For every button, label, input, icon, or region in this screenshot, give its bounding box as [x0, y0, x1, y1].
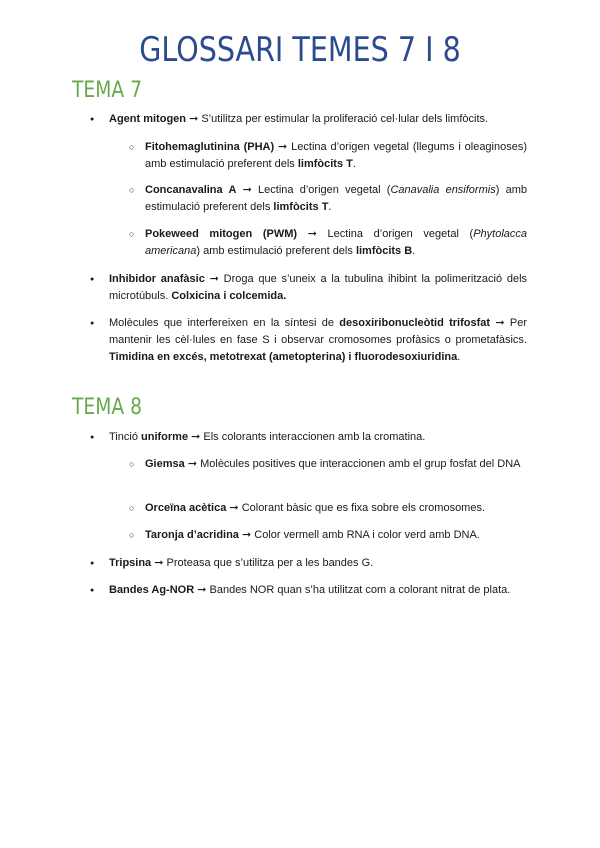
glossary-item-tincio-uniforme [109, 429, 527, 446]
term: Orceïna acètica [145, 502, 227, 514]
definition-bold: Timidina en excés, metotrexat (ametopterina) i fluorodesoxiuridina [109, 351, 458, 363]
term: desoxiribonucleòtid trifosfat [339, 317, 491, 329]
definition-bold: limfòcits B [355, 245, 413, 257]
arrow-icon: ➞ [209, 273, 219, 285]
glossary-subitem-orceina [145, 500, 527, 517]
term: Giemsa [145, 458, 185, 470]
definition: Color vermell amb RNA i color verd amb DNA. [254, 529, 480, 541]
arrow-icon: ➞ [278, 141, 288, 153]
document-title: GLOSSARI TEMES 7 I 8 [139, 30, 461, 70]
definition: Lectina d’origen vegetal ( [327, 228, 474, 240]
glossary-item-inhibidor-anafasic [109, 271, 527, 305]
term: Concanavalina A [145, 184, 237, 196]
definition: Droga que s’uneix a la tubulina ihibint la polimerització dels microtúbuls. [109, 273, 528, 302]
arrow-icon: ➞ [197, 584, 207, 596]
definition-bold: limfòcits T [273, 201, 329, 213]
definition-bold: Colxicina i colcemida. [171, 290, 287, 302]
section-heading-tema-8: TEMA 8 [72, 395, 143, 420]
definition: Proteasa que s’utilitza per a les bandes G. [166, 557, 374, 569]
arrow-icon: ➞ [187, 458, 198, 470]
definition-italic: Canavalia ensiformis [390, 184, 496, 196]
glossary-subitem-giemsa [145, 456, 527, 473]
arrow-icon: ➞ [307, 228, 317, 240]
arrow-icon: ➞ [154, 557, 164, 569]
term: Bandes Ag-NOR [109, 584, 195, 596]
term: Pokeweed mitogen (PWM) [145, 228, 298, 240]
definition-end: . [352, 158, 356, 170]
glossary-subitem-taronja-acridina [145, 527, 527, 544]
definition-bold: limfòcits T [297, 158, 353, 170]
arrow-icon: ➞ [242, 184, 252, 196]
definition-pre: Molècules que interfereixen en la síntesi de [109, 317, 334, 329]
definition-end: . [457, 351, 461, 363]
definition: Lectina d’origen vegetal (llegums i oleaginoses) amb estimulació preferent dels [145, 141, 528, 170]
definition-end: . [412, 245, 416, 257]
arrow-icon: ➞ [229, 502, 239, 514]
definition-cont: ) amb estimulació preferent dels [145, 184, 527, 213]
arrow-icon: ➞ [191, 431, 201, 443]
definition-italic: Phytolacca americana [145, 228, 527, 257]
glossary-subitem-pwm [145, 226, 527, 260]
glossary-item-agent-mitogen [109, 111, 527, 128]
section-heading-tema-7: TEMA 7 [72, 78, 143, 103]
glossary-item-tripsina [109, 555, 527, 572]
arrow-icon: ➞ [189, 113, 199, 125]
definition: Bandes NOR quan s’ha utilitzat com a colorant nitrat de plata. [209, 584, 511, 596]
definition-cont: ) amb estimulació preferent dels [196, 245, 353, 257]
definition-pre: Tinció [109, 431, 138, 443]
definition: Per mantenir les cèl·lules en fase S i observar cromosomes profàsics o prometafàsics. [109, 317, 527, 346]
term: Tripsina [109, 557, 152, 569]
term: Fitohemaglutinina (PHA) [145, 141, 275, 153]
glossary-subitem-pha [145, 139, 527, 173]
definition: Molècules positives que interaccionen amb el grup fosfat del DNA [200, 458, 521, 470]
term: uniforme [141, 431, 189, 443]
glossary-item-bandes-ag-nor [109, 582, 527, 599]
glossary-item-dntp [109, 315, 527, 366]
arrow-icon: ➞ [495, 317, 505, 329]
term: Inhibidor anafàsic [109, 273, 205, 285]
glossary-subitem-concanavalina [145, 182, 527, 216]
definition-end: . [328, 201, 332, 213]
term: Agent mitogen [109, 113, 186, 125]
definition: Lectina d’origen vegetal ( [258, 184, 391, 196]
term: Taronja d’acridina [145, 529, 239, 541]
definition: S’utilitza per estimular la proliferació cel·lular dels limfòcits. [201, 113, 489, 125]
definition: Colorant bàsic que es fixa sobre els cromosomes. [241, 502, 486, 514]
arrow-icon: ➞ [242, 529, 252, 541]
definition: Els colorants interaccionen amb la cromatina. [203, 431, 426, 443]
